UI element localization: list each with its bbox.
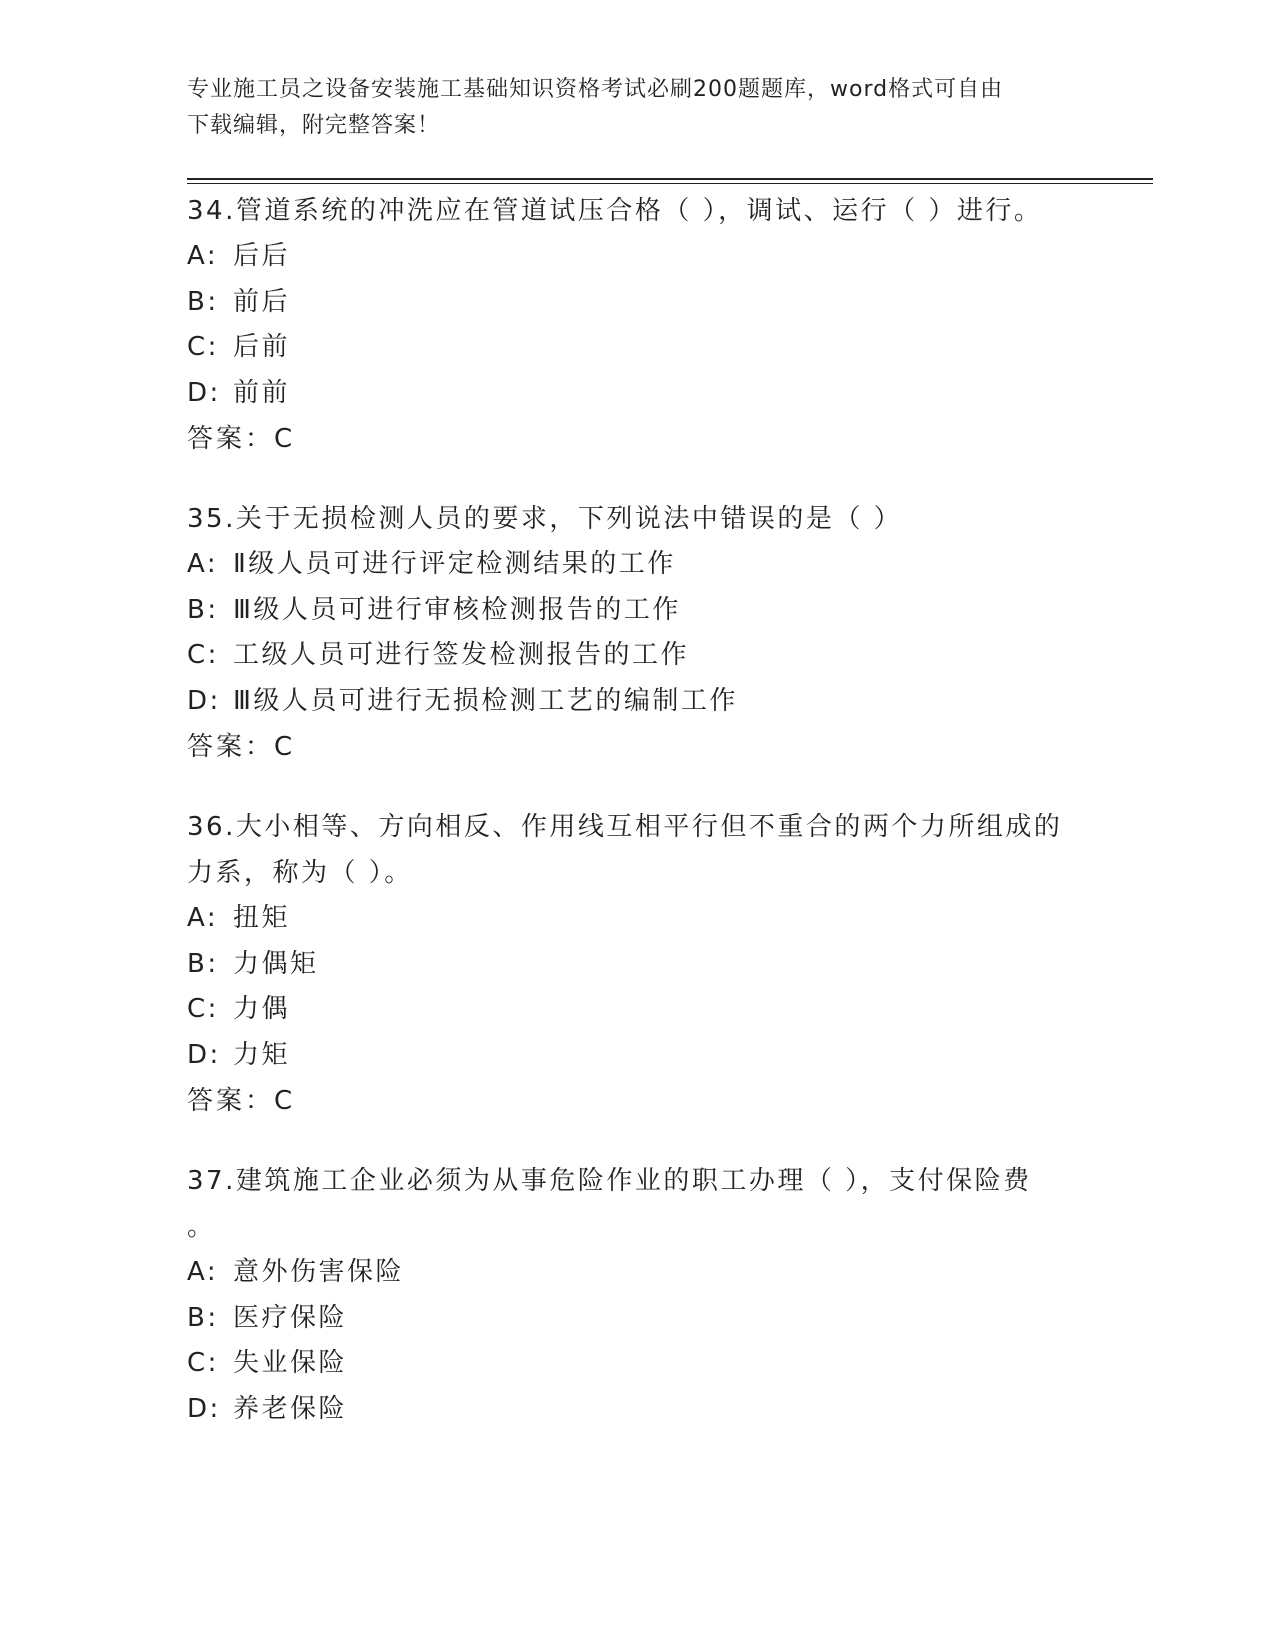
question-stem <box>187 188 1087 234</box>
option-b <box>187 588 1087 634</box>
option-letter: A: <box>187 1257 219 1287</box>
option-text: 养老保险 <box>233 1393 348 1424</box>
answer-line <box>187 416 1087 462</box>
question-stem <box>187 1158 1087 1250</box>
option-letter: C: <box>187 1348 219 1378</box>
option-b <box>187 280 1087 326</box>
option-text: 力偶矩 <box>233 948 319 979</box>
option-letter: B: <box>187 594 219 625</box>
option-d <box>187 1033 1087 1079</box>
option-letter: A: <box>187 549 219 579</box>
question-stem-line: 35.关于无损检测人员的要求，下列说法中错误的是（ ） <box>187 504 903 534</box>
option-text: 前前 <box>233 377 291 408</box>
option-d <box>187 371 1087 417</box>
document-header <box>187 72 1067 144</box>
question-stem-line: 力系，称为（ ）。 <box>187 858 413 888</box>
header-title-line-2: 下载编辑，附完整答案！ <box>187 113 441 138</box>
option-letter: D: <box>187 377 221 408</box>
answer-label: 答案： <box>187 732 275 762</box>
option-text: 失业保险 <box>233 1348 348 1378</box>
question-35 <box>187 496 1087 770</box>
option-c <box>187 633 1087 679</box>
option-text: Ⅲ级人员可进行审核检测报告的工作 <box>233 594 681 625</box>
answer-value: C <box>274 424 294 454</box>
option-text: 力偶 <box>233 994 291 1024</box>
question-list <box>187 188 1087 1466</box>
option-text: 后后 <box>233 241 291 271</box>
answer-value: C <box>274 732 294 762</box>
question-stem-line: 。 <box>187 1212 216 1242</box>
option-text: 工级人员可进行签发检测报告的工作 <box>233 640 690 670</box>
option-a <box>187 1250 1087 1296</box>
question-36 <box>187 804 1087 1124</box>
option-a <box>187 234 1087 280</box>
option-text: Ⅲ级人员可进行无损检测工艺的编制工作 <box>233 685 738 716</box>
answer-value: C <box>274 1086 294 1116</box>
option-text: 意外伤害保险 <box>233 1257 405 1287</box>
question-stem-line: 37.建筑施工企业必须为从事危险作业的职工办理（ ），支付保险费 <box>187 1166 1032 1196</box>
question-stem-line: 36.大小相等、方向相反、作用线互相平行但不重合的两个力所组成的 <box>187 812 1063 842</box>
answer-line <box>187 724 1087 770</box>
question-stem-line: 34.管道系统的冲洗应在管道试压合格（ ），调试、运行（ ）进行。 <box>187 196 1043 226</box>
header-rule-thick <box>187 178 1153 180</box>
option-c <box>187 987 1087 1033</box>
option-letter: B: <box>187 286 219 317</box>
header-rule-thin <box>187 183 1153 184</box>
question-34 <box>187 188 1087 462</box>
question-stem <box>187 804 1087 896</box>
answer-line <box>187 1078 1087 1124</box>
question-stem <box>187 496 1087 542</box>
option-text: 前后 <box>233 286 291 317</box>
option-a <box>187 896 1087 942</box>
option-letter: A: <box>187 241 219 271</box>
option-letter: C: <box>187 640 219 670</box>
option-d <box>187 1387 1087 1433</box>
option-text: 力矩 <box>233 1039 291 1070</box>
header-title-line-1: 专业施工员之设备安装施工基础知识资格考试必刷200题题库，word格式可自由 <box>187 77 1004 102</box>
option-b <box>187 1296 1087 1342</box>
option-letter: D: <box>187 1393 221 1424</box>
option-letter: C: <box>187 994 219 1024</box>
option-b <box>187 942 1087 988</box>
option-a <box>187 542 1087 588</box>
answer-label: 答案： <box>187 1086 275 1116</box>
option-c <box>187 325 1087 371</box>
option-letter: C: <box>187 332 219 362</box>
option-text: Ⅱ级人员可进行评定检测结果的工作 <box>233 549 676 579</box>
option-c <box>187 1341 1087 1387</box>
option-letter: B: <box>187 948 219 979</box>
option-text: 医疗保险 <box>233 1302 348 1333</box>
answer-label: 答案： <box>187 424 275 454</box>
option-letter: D: <box>187 685 221 716</box>
question-37 <box>187 1158 1087 1432</box>
option-text: 扭矩 <box>233 903 291 933</box>
option-letter: B: <box>187 1302 219 1333</box>
option-text: 后前 <box>233 332 291 362</box>
option-letter: A: <box>187 903 219 933</box>
option-d <box>187 679 1087 725</box>
option-letter: D: <box>187 1039 221 1070</box>
